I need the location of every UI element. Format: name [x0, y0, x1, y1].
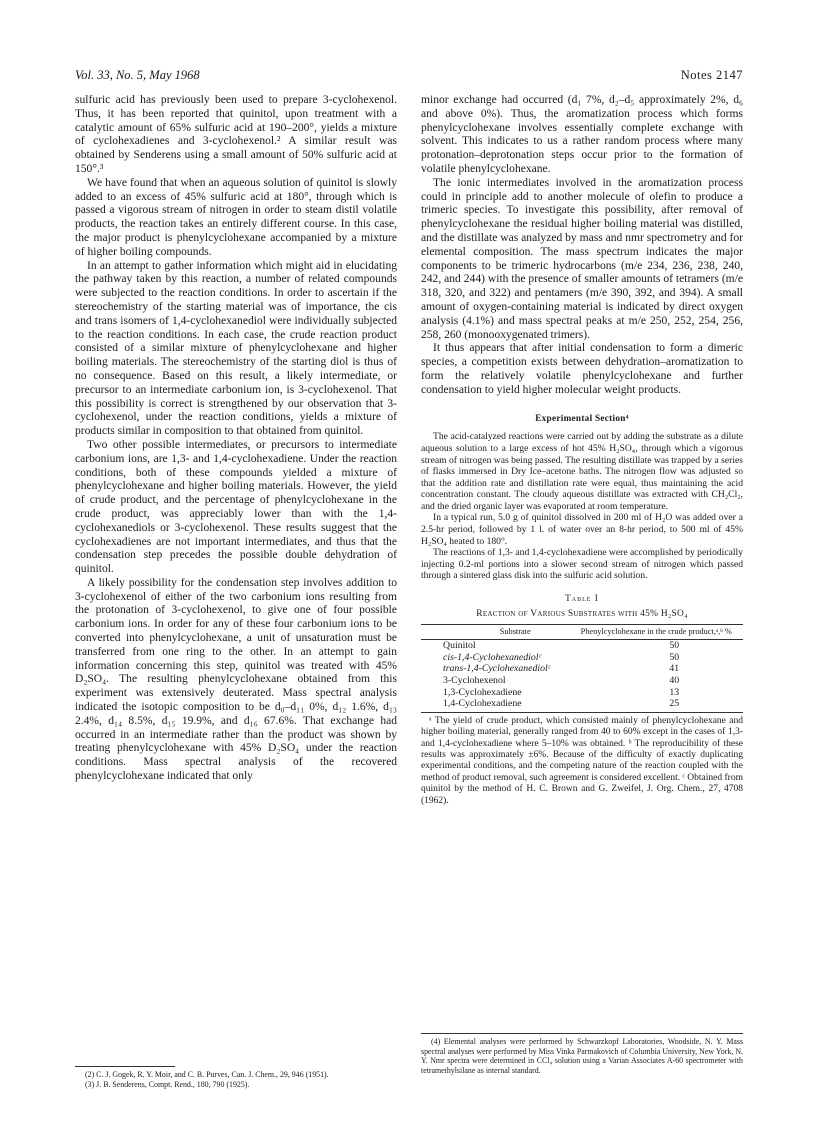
table-row: [421, 663, 743, 675]
experimental-paragraph: In a typical run, 5.0 g of quinitol dissolved in 200 ml of H₂O was added over a 2.5-hr period, followed by 1 l. of water over an 8-hr period, to 500 ml of 45% H₂SO₄ heated to 180°.: [421, 512, 743, 547]
table-cell-substrate: 1,3-Cyclohexadiene: [443, 686, 522, 698]
body-paragraph: A likely possibility for the condensation step involves addition to 3-cyclohexenol of either of the two carbonium ions resulting from the protonation of 3-cyclohexenol, to give one of four possible carbonium ions. In order for any of these four carbonium ions to be converted into phenylcyclohexane, a unit of unsaturation must be transferred from one ring to the other. In an attempt to gain information concerning this step, quinitol was treated with 45% D₂SO₄. The resulting phenylcyclohexane obtained from this experiment was extensively deuterated. Mass spectral analysis indicated the isotopic composition to be d₀–d₁₁ 0%, d₁₂ 1.6%, d₁₃ 2.4%, d₁₄ 8.5%, d₁₅ 19.9%, and d₁₆ 67.6%. That exchange had occurred in an intermediate rather than the product was shown by treating phenylcyclohexane with 45% D₂SO₄ under the reaction conditions. Mass spectral analysis of the recovered phenylcyclohexane indicated that only: [75, 576, 397, 783]
table-row: [421, 675, 743, 687]
footnotes-left: [75, 1070, 397, 1089]
table-header-substrate: Substrate: [421, 624, 569, 640]
running-header: [75, 68, 743, 84]
body-paragraph: Two other possible intermediates, or precursors to intermediate carbonium ions, are 1,3- and 1,4-cyclohexadiene. Under the reaction conditions, both of these compounds yielded a mixture of phenylcyclohexane and higher boiling materials. However, the yield of crude product, and the percentage of phenylcyclohexane in the crude product, was appreciably lower than with the 1,4-cyclohexanediols or 3-cyclohexenol. These results suggest that the cyclohexadienes are not important intermediates, and thus that the condensation step precedes the possible double dehydration of quinitol.: [75, 438, 397, 576]
footnote: (2) C. J. Gogek, R. Y. Moir, and C. B. Purves, Can. J. Chem., 29, 946 (1951).: [85, 1070, 329, 1079]
table-cell-value: 50: [669, 651, 680, 663]
table-cell-value: 25: [569, 698, 743, 712]
table-cell-substrate: cis-1,4-Cyclohexanediolᶜ: [443, 651, 542, 663]
footnote: (3) J. B. Senderens, Compt. Rend., 180, 790 (1925).: [85, 1079, 250, 1089]
table-cell-substrate: Quinitol: [443, 640, 476, 652]
table-row: [421, 687, 743, 699]
experimental-heading: Experimental Section⁴: [535, 412, 629, 423]
table-subtitle: Reaction of Various Substrates with 45% H₂SO₄: [476, 608, 688, 619]
table-cell-substrate: trans-1,4-Cyclohexanediolᶜ: [443, 663, 551, 675]
results-table: [421, 624, 743, 713]
footnotes-right: [421, 1037, 743, 1075]
body-paragraph: It thus appears that after initial condensation to form a dimeric species, a competition exists between dehydration–aromatization to form the relatively volatile phenylcyclohexane and further condensation to yield higher molecular weight products.: [421, 342, 743, 396]
table-header-product: Phenylcyclohexane in the crude product,ᵃ,ᵇ %: [569, 624, 743, 640]
body-paragraph: We have found that when an aqueous solution of quinitol is slowly added to an excess of 45% sulfuric acid at 180°, through which is passed a vigorous stream of nitrogen in order to steam distil volatile products, the reaction takes an entirely different course. In this case, the major product is phenylcyclohexane accompanied by a mixture of higher boiling compounds.: [75, 176, 397, 258]
table-row: [421, 652, 743, 664]
table-cell-value: 50: [669, 640, 680, 652]
experimental-section: [421, 431, 743, 582]
table-title: Table I: [565, 593, 599, 604]
table-row: [421, 698, 743, 712]
experimental-paragraph: The reactions of 1,3- and 1,4-cyclohexadiene were accomplished by periodically injecting 0.2-ml portions into a slower second stream of nitrogen which passed through a sintered glass disk into the sulfuric acid solution.: [421, 547, 743, 582]
body-paragraph: In an attempt to gather information which might aid in elucidating the pathway taken by this reaction, a number of related compounds were subjected to the reaction conditions. In order to ascertain if the stereochemistry of the starting material was of importance, the cis and trans isomers of 1,4-cyclohexanediol were individually subjected to the reaction conditions. In each case, the crude reaction product consisted of a similar mixture of phenylcyclohexane and higher boiling materials. The stereochemistry of the starting diol is thus of no consequence. Based on this result, a likely intermediate, or precursor to an intermediate carbonium ion, is 3-cyclohexenol. That this possibility is correct is strengthened by our observation that 3-cyclohexenol, under the reaction conditions, yields a mixture of products similar in composition to that obtained from quinitol.: [75, 259, 397, 438]
left-column: [75, 94, 397, 784]
table-footnotes: ᵃ The yield of crude product, which consisted mainly of phenylcyclohexane and higher boiling material, generally ranged from 40 to 60% except in the cases of 1,3- and 1,4-cyclohexadiene where 5–10% was obtained. ᵇ The reproducibility of these results was approximately ±6%. Because of the difficulty of exactly duplicating experimental conditions, and the competing nature of the reaction coupled with the method of product removal, such agreement is considered excellent. ᶜ Obtained from quinitol by the method of H. C. Brown and G. Zweifel, J. Org. Chem., 27, 4708 (1962).: [421, 715, 743, 806]
table-row: [421, 640, 743, 652]
table-cell-value: 41: [669, 663, 680, 675]
experimental-paragraph: The acid-catalyzed reactions were carried out by adding the substrate as a dilute aqueous solution to a large excess of hot 45% H₂SO₄, through which a vigorous stream of nitrogen was being passed. The resulting distillate was trapped by a series of flasks immersed in Dry Ice–acetone baths. The nitrogen flow was adjusted so that the addition rate and distillation rate were equal, thus maintaining the acid concentration constant. The cloudy aqueous distillate was extracted with CH₂Cl₂, and the dried organic layer was evaporated at room temperature.: [421, 431, 743, 512]
section-page-number: Notes 2147: [680, 68, 743, 82]
body-paragraph: sulfuric acid has previously been used to prepare 3-cyclohexenol. Thus, it has been reported that quinitol, upon treatment with a catalytic amount of 65% sulfuric acid at 190–200°, yields a mixture of cyclohexadienes and 3-cyclohexenol.² A similar result was obtained by Senderens using a small amount of 50% sulfuric acid at 150°.³: [75, 94, 397, 175]
footnote: (4) Elemental analyses were performed by Schwarzkopf Laboratories, Woodside, N. Y. Mass spectral analyses were performed by Miss Vinka Parmakovich of Columbia University, New York, N. Y. Nmr spectra were determined in CCl₄ solution using a Varian Associates A-60 spectrometer with tetramethylsilane as internal standard.: [421, 1037, 743, 1075]
footnote-rule-right: [421, 1033, 743, 1034]
footnote-rule-left: [75, 1066, 175, 1067]
journal-volume-info: Vol. 33, No. 5, May 1968: [75, 68, 200, 82]
right-column: [421, 94, 743, 807]
body-paragraph: minor exchange had occurred (d₁ 7%, d₂–d₅ approximately 2%, d₆ and above 0%). Thus, the aromatization process which forms phenylcyclohexane involves essentially complete exchange with solvent. This indicates to us a rather random process where many protonation–deprotonation steps occur prior to the formation of volatile phenylcyclohexane.: [421, 94, 743, 175]
table-cell-substrate: 3-Cyclohexenol: [443, 675, 506, 687]
table-cell-substrate: 1,4-Cyclohexadiene: [421, 698, 569, 712]
body-paragraph: The ionic intermediates involved in the aromatization process could in principle add to another molecule of olefin to produce a trimeric species. To investigate this possibility, after removal of phenylcyclohexane the residual higher boiling material was distilled, and the distillate was analyzed by mass and nmr spectrometry and for elemental composition. The mass spectrum indicates the major components to be trimeric hydrocarbons (m/e 234, 236, 238, 240, 242, and 244) with the presence of smaller amounts of tetramers (m/e 318, 320, and 322) and pentamers (m/e 390, 392, and 394). A small amount of oxygen-containing material is indicated by direct oxygen analysis (4.1%) and mass spectral peaks at m/e 250, 252, 254, 256, 258, 260 (monooxygenated trimers).: [421, 176, 743, 341]
table-cell-value: 40: [669, 675, 680, 687]
table-cell-value: 13: [669, 686, 680, 698]
